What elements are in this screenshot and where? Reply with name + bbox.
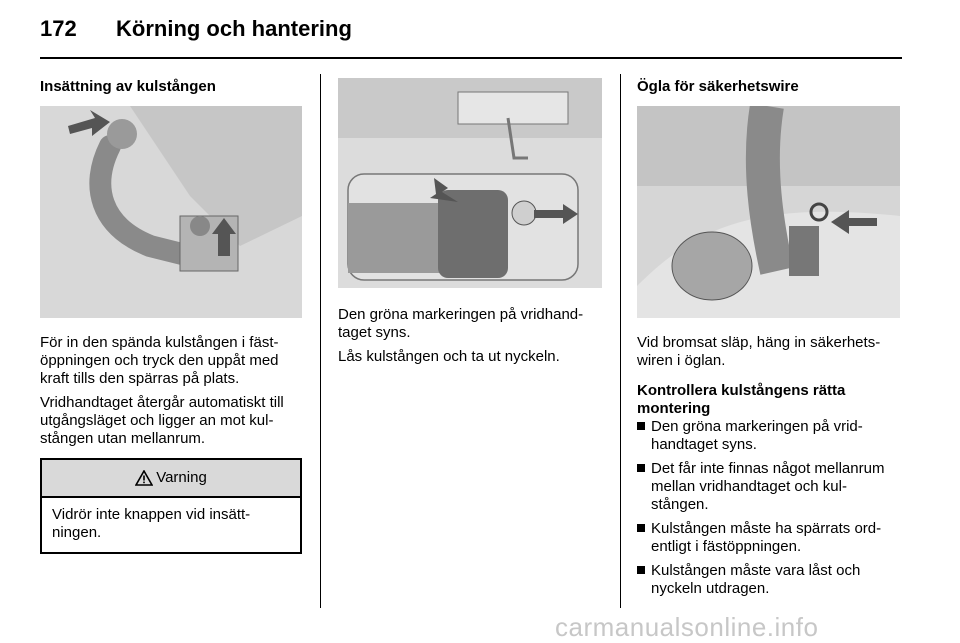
lock-key-illustration: [338, 78, 602, 288]
instruction-text-1: För in den spända kulstången i fäst-öppningen och tryck den uppåt med kraft tills den spärras på plats.: [40, 334, 279, 387]
list-item: Kulstången måste ha spärrats ord-entligt i fästöppningen.: [637, 520, 902, 556]
instruction-text-2: Vridhandtaget återgår automatiskt till utgångsläget och ligger an mot kul-stången utan mellanrum.: [40, 394, 284, 447]
column-1: [40, 78, 305, 554]
tow-bar-insertion-illustration: [40, 106, 302, 318]
header-rule: [40, 57, 902, 59]
instruction-text-3: Den gröna markeringen på vridhand-taget syns.: [338, 306, 584, 341]
page-number: 172: [40, 16, 77, 41]
column-2: [338, 78, 604, 366]
bullet-icon: [637, 422, 645, 430]
instruction-text-5: Vid bromsat släp, häng in säkerhets-wiren i öglan.: [637, 334, 881, 369]
column-3: [637, 78, 902, 598]
section-heading-check: Kontrollera kulstångens rätta montering: [637, 382, 846, 417]
column-divider-1: [320, 74, 321, 608]
column-divider-2: [620, 74, 621, 608]
page-title: Körning och hantering: [116, 16, 352, 41]
bullet-icon: [637, 566, 645, 574]
watermark: carmanualsonline.info: [555, 612, 819, 642]
warning-title: Varning: [156, 469, 207, 486]
list-item: Det får inte finnas något mellanrum mellan vridhandtaget och kul-stången.: [637, 460, 902, 514]
bullet-icon: [637, 524, 645, 532]
warning-box: [40, 458, 302, 554]
bullet-icon: [637, 464, 645, 472]
warning-text: Vidrör inte knappen vid insätt-ningen.: [52, 506, 251, 541]
section-heading: Insättning av kulstången: [40, 78, 216, 95]
warning-header: [42, 460, 300, 498]
warning-triangle-icon: [135, 470, 153, 486]
safety-wire-eye-illustration: [637, 106, 900, 318]
list-item: Kulstången måste vara låst och nyckeln utdragen.: [637, 562, 902, 598]
page-header: [40, 16, 352, 42]
check-list: [637, 418, 902, 598]
list-item: Den gröna markeringen på vrid-handtaget syns.: [637, 418, 902, 454]
section-heading-eye: Ögla för säkerhetswire: [637, 78, 799, 95]
instruction-text-4: Lås kulstången och ta ut nyckeln.: [338, 348, 560, 365]
